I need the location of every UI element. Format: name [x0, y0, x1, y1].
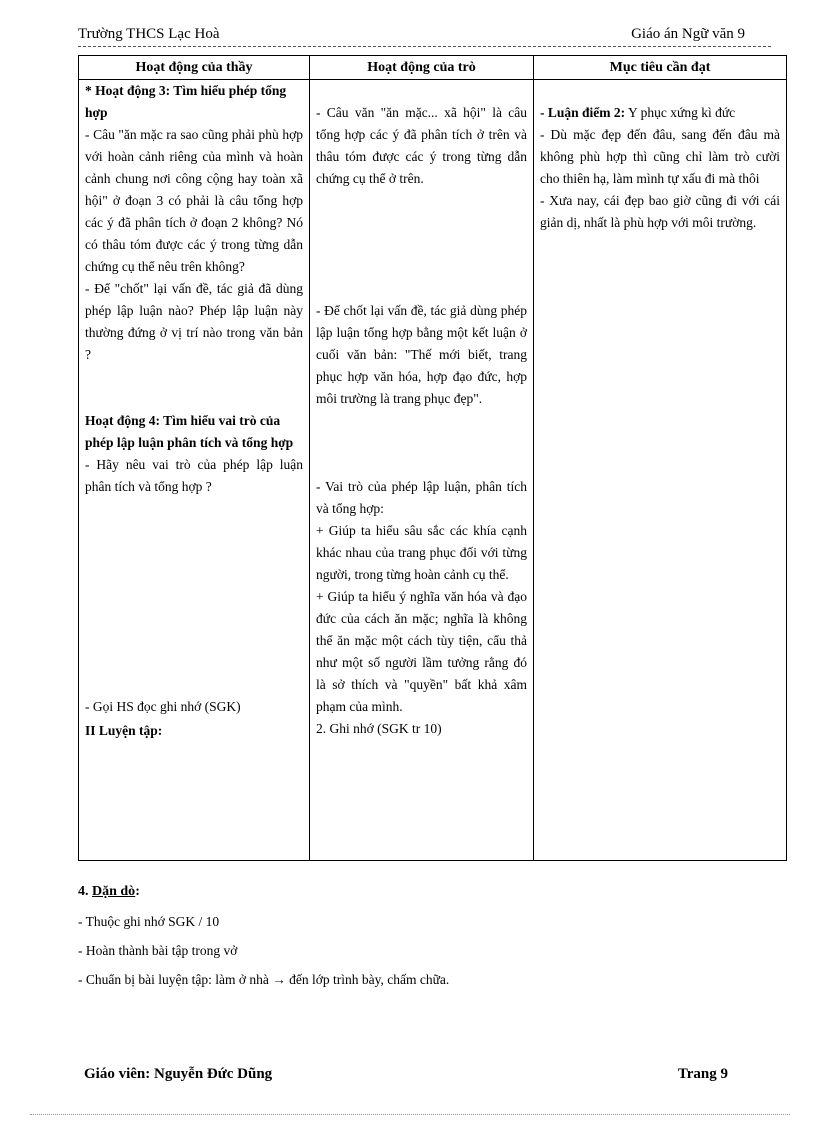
teacher-question-2: - Để "chốt" lại vấn đề, tác giả đã dùng phép lập luận nào? Phép lập luận này thường đứng ở vị trí nào trong văn bản ? [85, 281, 303, 362]
student-answer-3-point-1: + Giúp ta hiểu sâu sắc các khía cạnh khác nhau của trang phục đối với từng người, trong từng hoàn cảnh cụ thể. [316, 523, 527, 582]
page-header [78, 24, 771, 47]
argument-point-2 [540, 102, 780, 124]
homework-title: Dặn dò [92, 884, 136, 899]
homework-item-2: - Hoàn thành bài tập trong vở [78, 943, 238, 958]
homework-item-3: - Chuẩn bị bài luyện tập: làm ở nhà → đến lớp trình bày, chấm chữa. [78, 972, 450, 987]
argument-point-label: - Luận điểm 2: [540, 105, 626, 120]
activity-4-title: Hoạt động 4: Tìm hiểu vai trò của phép lập luận phân tích và tổng hợp [85, 413, 294, 450]
column-header-student: Hoạt động của trò [310, 56, 534, 80]
column-header-objective: Mục tiêu cần đạt [534, 56, 787, 80]
homework-item-1: - Thuộc ghi nhớ SGK / 10 [78, 914, 220, 929]
lesson-plan-table [78, 55, 787, 861]
objective-point-2: - Xưa nay, cái đẹp bao giờ cũng đi với cái giản dị, nhất là phù hợp với môi trường. [540, 193, 780, 230]
subject-title: Giáo án Ngữ văn 9 [631, 26, 745, 42]
teacher-activity-cell [79, 80, 310, 861]
page-number: Trang 9 [677, 1066, 728, 1082]
argument-point-text: Y phục xứng kì đức [625, 105, 736, 120]
table-row [79, 80, 787, 861]
column-header-teacher: Hoạt động của thầy [79, 56, 310, 80]
objective-cell [534, 80, 787, 861]
homework-section-title: 4. Dặn dò: [78, 884, 140, 899]
activity-3-title: * Hoạt động 3: Tìm hiểu phép tổng hợp [85, 83, 287, 120]
school-name: Trường THCS Lạc Hoà [78, 26, 220, 42]
objective-point-1: - Dù mặc đẹp đến đâu, sang đến đâu mà không phù hợp thì cũng chỉ làm trò cười cho thiên hạ, làm mình tự xấu đi mà thôi [540, 127, 780, 186]
student-answer-1: - Câu văn "ăn mặc... xã hội" là câu tổng hợp các ý đã phân tích ở trên và thâu tóm được các ý trong từng dẫn chứng cụ thể ở trên. [316, 105, 527, 186]
teacher-question-3: - Hãy nêu vai trò của phép lập luận phân tích và tổng hợp ? [85, 457, 303, 494]
table-header-row [79, 56, 787, 80]
homework-number: 4. [78, 884, 92, 899]
teacher-question-1: - Câu "ăn mặc ra sao cũng phải phù hợp với hoàn cảnh riêng của mình và hoàn cảnh chung nơi công cộng hay toàn xã hội" ở đoạn 3 có phải là câu tổng hợp các ý đã phân tích ở đoạn 2 không? Nó có thâu tóm được các ý trong từng dẫn chứng cụ thể nêu trên không? [85, 127, 303, 274]
student-answer-3-point-2: + Giúp ta hiểu ý nghĩa văn hóa và đạo đức của cách ăn mặc; nghĩa là không thể ăn mặc một cách tùy tiện, cẩu thả như một số người lầm tưởng rằng đó là sở thích và "quyền" bất khả xâm phạm của mình. [316, 589, 527, 714]
practice-title: II Luyện tập: [85, 723, 163, 738]
teacher-name: Giáo viên: Nguyễn Đức Dũng [84, 1066, 273, 1082]
student-answer-4: 2. Ghi nhớ (SGK tr 10) [316, 721, 442, 736]
footer-divider [30, 1114, 790, 1115]
student-activity-cell [310, 80, 534, 861]
teacher-question-4: - Gọi HS đọc ghi nhớ (SGK) [85, 699, 241, 714]
student-answer-2: - Để chốt lại vấn đề, tác giả dùng phép lập luận tổng hợp bằng một kết luận ở cuối văn bản: "Thế mới biết, trang phục hợp văn hóa, hợp đạo đức, hợp môi trường là trang phục đẹp". [316, 303, 527, 406]
student-answer-3: - Vai trò của phép lập luận, phân tích và tổng hợp: [316, 479, 527, 516]
